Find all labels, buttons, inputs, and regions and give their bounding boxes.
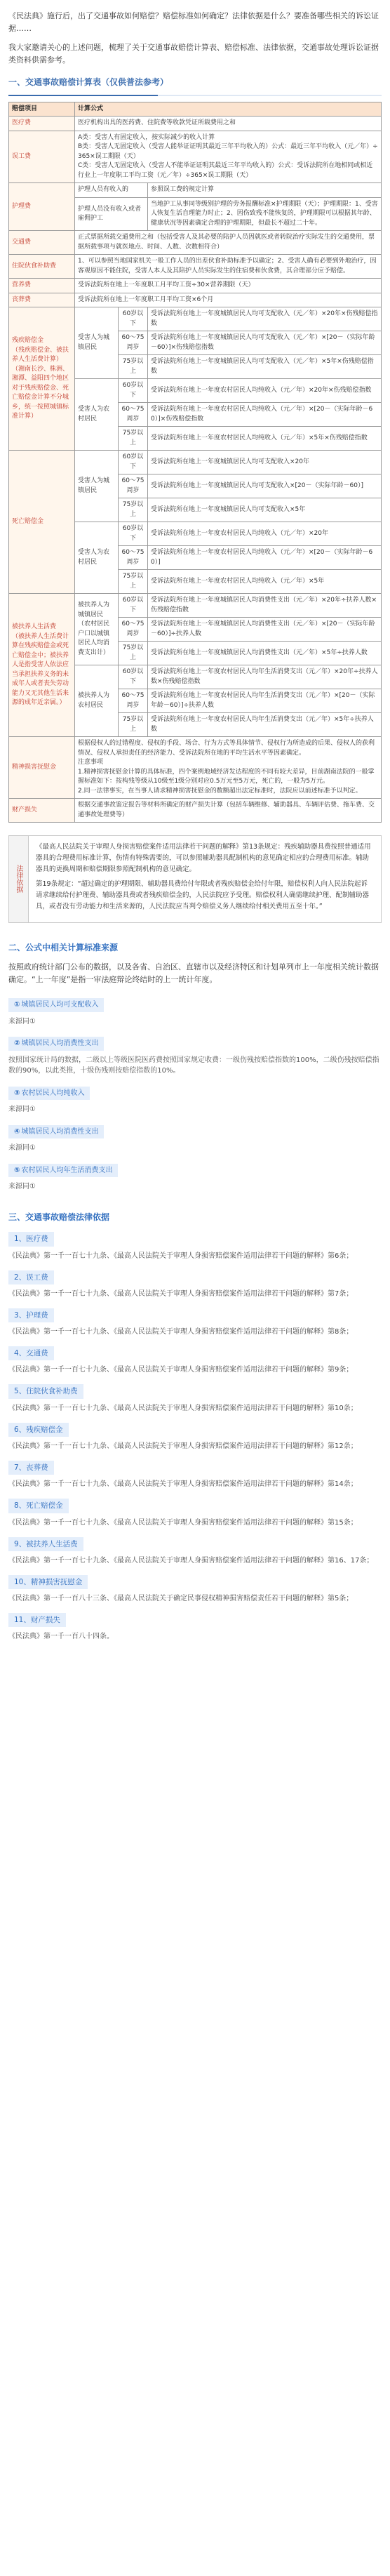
law-item [8,1613,382,1642]
table-row [9,307,382,331]
age-bracket: 75岁以上 [119,498,148,522]
table-cell-sub: 护理人员有收入的 [75,183,148,198]
table-row [9,117,382,131]
table-cell-formula: 医疗机构出具的医药费、住院费等收款凭证所载费用之和 [75,117,382,131]
law-item [8,1423,382,1452]
table-cell-item: 住院伙食补助费 [9,255,75,279]
table-cell-item: 丧葬费 [9,293,75,307]
law-item [8,1308,382,1338]
law-body: 《民法典》第一千一百七十九条、《最高人民法院关于审理人身损害赔偿案件适用法律若干问题的解释》第15条； [8,1518,358,1527]
table-cell-item: 交通费 [9,231,75,255]
source-text: 农村居民人均纯收入 [21,1089,85,1097]
age-bracket: 60岁以下 [119,307,148,331]
table-cell-formula: 受诉法院所在地上一年度城镇居民人均可支配收入（元／年）×5年×伤残赔偿指数 [148,355,382,379]
table-header: 赔偿项目 [9,102,75,117]
legal-basis-box [8,835,382,922]
age-bracket: 75岁以上 [119,642,148,665]
table-cell-formula: 受诉法院所在地上一年度城镇居民人均可支配收入×5年 [148,498,382,522]
source-text: 城镇居民人均可支配收入 [21,1001,99,1009]
residence-label: 受害人为城镇居民 [75,307,119,379]
law-item [8,1499,382,1528]
law-title: 10、精神损害抚慰金 [8,1575,88,1589]
source-label [8,1037,104,1051]
source-text: 农村居民人均年生活消费支出 [21,1166,113,1174]
law-item [8,1575,382,1605]
table-cell-formula: 受诉法院所在地上一年度农村居民人均纯收入（元／年）×5年 [148,570,382,594]
law-body: 《民法典》第一千一百八十四条。 [8,1633,114,1641]
table-row [9,131,382,183]
section-paragraph: 按照政府统计部门公布的数据，以及各省、自治区、直辖市以及经济特区和计划单列市上一年度相关统计数据确定。“上一年度”是指一审法庭辩论终结时的上一统计年度。 [8,962,379,984]
age-bracket: 60～75周岁 [119,618,148,642]
table-row [9,799,382,823]
law-body: 《民法典》第一千一百七十九条、《最高人民法院关于审理人身损害赔偿案件适用法律若干问题的解释》第6条； [8,1252,354,1260]
law-body: 《民法典》第一千一百七十九条、《最高人民法院关于审理人身损害赔偿案件适用法律若干问题的解释》第8条； [8,1328,354,1336]
age-bracket: 60～75周岁 [119,403,148,427]
table-cell-formula: 受诉法院所在地上一年度城镇居民人均消费性支出（元／年）×20年÷扶养人数×伤残赔偿指数 [148,594,382,618]
legal-basis-paragraph: 《最高人民法院关于审理人身损害赔偿案件适用法律若干问题的解释》第13条规定：残疾辅助器具费按照普通适用器具的合理费用标准计算，伤情有特殊需要的，可以参照辅助器具配制机构的意见确定相应的合理费用标准。辅助器具的更换周期和赔偿期限参照配制机构的意见确定。 [36,843,371,873]
source-note: 来源同① [8,1183,36,1191]
source-label [8,1087,90,1101]
law-title: 1、医疗费 [8,1232,54,1246]
compensation-table [8,102,382,823]
law-body: 《民法典》第一千一百七十九条、《最高人民法院关于审理人身损害赔偿案件适用法律若干问题的解释》第9条； [8,1366,354,1374]
age-bracket: 75岁以上 [119,355,148,379]
source-number: ① [14,1001,20,1009]
table-cell-sub: 护理人员没有收入或者雇佣护工 [75,197,148,231]
table-cell-formula [75,131,382,183]
law-body: 《民法典》第一千一百七十九条、《最高人民法院关于审理人身损害赔偿案件适用法律若干问题的解释》第14条； [8,1480,358,1489]
item-label: 死亡赔偿金 [12,518,44,526]
table-row [9,594,382,618]
source-number: ② [14,1040,20,1048]
law-title: 7、丧葬费 [8,1461,54,1475]
source-number: ④ [14,1127,20,1136]
age-bracket: 60岁以下 [119,451,148,474]
law-body: 《民法典》第一千一百七十九条、《最高人民法院关于审理人身损害赔偿案件适用法律若干问题的解释》第10条； [8,1404,358,1412]
formula-line: A类：受害人有固定收入，按实际减少的收入计算 [78,133,215,141]
formula-line: 1.精神损害抚慰金计算的具体标准，四个案例地域经济发达程度的不同有较大差异，目前湖南法院的一般掌握标准如下：按构残等级从10级至1级分别对应0.5万元至5万元，死亡的，一般为5万元。 [78,768,375,785]
table-row [9,279,382,293]
table-row [9,183,382,198]
age-bracket: 60～75周岁 [119,546,148,570]
source-note: 来源同① [8,1106,36,1114]
table-cell-formula: 受诉法院所在地上一年度城镇居民人均可支配收入×20年 [148,451,382,474]
table-cell-item: 精神损害抚慰金 [9,737,75,799]
table-row [9,737,382,799]
source-item [8,991,382,1027]
source-label [8,998,104,1012]
legal-basis-paragraph: 第19条规定：“超过确定的护理期限、辅助器具费给付年限或者残疾赔偿金给付年限，赔偿权利人向人民法院起诉请求继续给付护理费、辅助器具费或者残疾赔偿金的，人民法院应予受理。赔偿权利人确需继续护理、配制辅助器具，或者没有劳动能力和生活来源的，人民法院应当判令赔偿义务人继续给付相关费用五至十年。” [36,880,370,910]
law-body: 《民法典》第一千一百七十九条、《最高人民法院关于审理人身损害赔偿案件适用法律若干问题的解释》第7条； [8,1289,354,1298]
section-title: 一、交通事故赔偿计算表（仅供普法参考） [8,77,169,88]
age-bracket: 75岁以上 [119,713,148,737]
table-cell-item: 医疗费 [9,117,75,131]
table-cell-formula: 根据交通事故鉴定报告等材料所确定的财产损失计算（包括车辆维修、辅助器具、车辆评估费、拖车费、交通事故处理费等） [75,799,382,823]
source-item [8,1157,382,1193]
table-cell-item: 营养费 [9,279,75,293]
section-divider [8,95,382,96]
formula-line: B类：受害人无固定收入（受害人能举证证明其最近三年平均收入的）公式：最近三年平均收入（元／年）÷365×误工期限（天） [78,143,378,160]
source-note: 来源同① [8,1017,36,1025]
table-cell-formula: 受诉法院所在地上一年度城镇居民人均消费性支出（元／年）×[20－（实际年龄－60）]÷扶养人数 [148,618,382,642]
table-cell-formula: 受诉法院所在地上一年度农村居民人均年生活消费支出（元／年）×[20－（实际年龄－60）]÷扶养人数 [148,689,382,713]
residence-label: 受害人为城镇居民 [75,451,119,522]
source-item [8,1118,382,1154]
law-title: 6、残疾赔偿金 [8,1423,69,1437]
law-item [8,1384,382,1414]
residence-label: 受害人为农村居民 [75,379,119,451]
source-text: 城镇居民人均消费性支出 [21,1127,99,1136]
source-label [8,1125,104,1139]
table-row [9,255,382,279]
intro-paragraph: 《民法典》施行后，出了交通事故如何赔偿？赔偿标准如何确定？法律依据是什么？要准备哪些相关的诉讼证据…… [8,11,379,33]
law-title: 5、住院伙食补助费 [8,1384,83,1398]
table-cell-formula: 受诉法院所在地上一年度职工月平均工资÷30×营养期限（天） [75,279,382,293]
source-number: ③ [14,1089,20,1097]
table-cell-item [9,594,75,737]
law-title: 9、被扶养人生活费 [8,1537,83,1551]
age-bracket: 60～75周岁 [119,689,148,713]
source-item [8,1080,382,1115]
law-body: 《民法典》第一千一百七十九条、《最高人民法院关于审理人身损害赔偿案件适用法律若干问题的解释》第16、17条； [8,1556,374,1565]
table-row [9,293,382,307]
age-bracket: 60～75周岁 [119,474,148,498]
residence-label: 被扶养人为城镇居民（农村居民户口以城镇居民人均消费支出计） [75,594,119,665]
law-list [8,1232,382,1642]
table-cell-formula: 当地护工从事同等级别护理的劳务报酬标准×护理期限（天）；护理期限：1、受害人恢复生活自理能力时止；2、因伤致残不能恢复的，护理期限可以根据其年龄、健康状况等因素确定合理的护理期限，但最长不超过二十年。 [148,197,382,231]
age-bracket: 60岁以下 [119,522,148,546]
law-title: 11、财产损失 [8,1613,66,1627]
age-bracket: 60岁以下 [119,379,148,403]
source-number: ⑤ [14,1166,20,1174]
table-cell-item: 误工费 [9,131,75,183]
residence-label: 被扶养人为农村居民 [75,665,119,737]
law-item [8,1346,382,1376]
table-cell-formula: 受诉法院所在地上一年度城镇居民人均可支配收入（元／年）×[20－（实际年龄－60）]×伤残赔偿指数 [148,331,382,355]
law-title: 8、死亡赔偿金 [8,1499,69,1513]
table-cell-formula: 受诉法院所在地上一年度城镇居民人均可支配收入×[20－（实际年龄－60）] [148,474,382,498]
table-cell-item: 护理费 [9,183,75,231]
intro [8,10,382,66]
law-item [8,1232,382,1261]
age-bracket: 75岁以上 [119,427,148,451]
item-note: （残疾赔偿金、被扶养人生活费计算） [12,346,69,364]
table-cell-item [9,307,75,451]
source-label [8,1164,118,1178]
item-label: 残疾赔偿金 [12,337,44,345]
law-body: 《民法典》第一千一百八十三条、《最高人民法院关于确定民事侵权精神损害赔偿责任若干问题的解释》第5条； [8,1595,354,1603]
section-title: 二、公式中相关计算标准来源 [8,942,119,952]
item-note: （湘南长沙、株洲、湘潭、益阳四个地区对于残疾赔偿金、死亡赔偿金计算不分城乡，统一按照城镇标准计算） [12,365,69,420]
table-row [9,231,382,255]
table-cell-formula: 受诉法院所在地上一年度农村居民人均纯收入（元／年）×[20－（实际年龄－60）]×伤残赔偿指数 [148,403,382,427]
table-cell-formula: 受诉法院所在地上一年度农村居民人均纯收入（元／年）×20年×伤残赔偿指数 [148,379,382,403]
source-text: 城镇居民人均消费性支出 [21,1040,99,1048]
table-cell-item: 财产损失 [9,799,75,823]
table-cell-formula: 受诉法院所在地上一年度职工月平均工资×6个月 [75,293,382,307]
table-cell-formula: 受诉法院所在地上一年度农村居民人均年生活消费支出（元／年）×20年÷扶养人数×伤残赔偿指数 [148,665,382,689]
law-title: 3、护理费 [8,1308,54,1322]
section-title: 三、交通事故赔偿法律依据 [8,1211,110,1222]
table-header: 计算公式 [75,102,382,117]
law-item [8,1461,382,1490]
table-cell-formula: 受诉法院所在地上一年度农村居民人均纯收入（元／年）×20年 [148,522,382,546]
law-item [8,1270,382,1300]
source-note: 来源同① [8,1144,36,1153]
source-note: 按照国家统计局的数据，二级以上等级医院医药费按照国家规定收费：一级伤残按赔偿指数的100%，二级伤残按赔偿指数的90%，以此类推，十级伤残则按赔偿指数的10%。 [8,1056,379,1075]
law-item [8,1537,382,1567]
table-cell-formula: 1、可以参照当地国家机关一般工作人员的出差伙食补助标准予以确定；2、受害人确有必要到外地治疗，因客观原因不能住院，受害人本人及其陪护人员实际发生的住宿费和伙食费，其合理部分应予赔偿。 [75,255,382,279]
table-cell-formula: 受诉法院所在地上一年度农村居民人均年生活消费支出（元／年）×5年÷扶养人数 [148,713,382,737]
intro-paragraph: 我大家邀请关心的上述问题，梳理了关于交通事故赔偿计算表、赔偿标准、法律依据，交通事故处理诉讼证据类资料供需参考。 [8,43,379,65]
formula-line: 2.同一法律事实，在当事人请求精神损害抚慰金的数额超出法定标准时，法院应以前述标准予以判定。 [78,787,362,795]
table-cell-item [9,451,75,594]
source-item [8,1030,382,1077]
age-bracket: 60岁以下 [119,594,148,618]
table-cell-formula: 参照误工费的规定计算 [148,183,382,198]
table-cell-formula: 受诉法院所在地上一年度城镇居民人均可支配收入（元／年）×20年×伤残赔偿指数 [148,307,382,331]
source-list [8,991,382,1193]
residence-label: 受害人为农村居民 [75,522,119,594]
formula-line: 根据侵权人的过错程度、侵权的手段、场合、行为方式等具体情节、侵权行为所造成的后果、侵权人的获利情况、侵权人承担责任的经济能力、受诉法院所在地的平均生活水平等因素确定。 [78,740,375,757]
legal-basis-label: 法律依据 [9,836,29,922]
formula-line: 注意事项 [78,759,104,766]
item-note: （被扶养人生活费计算在残疾赔偿金或死亡赔偿金中；被扶养人是指受害人依法应当承担扶养义务的未成年人或者丧失劳动能力又无其他生活来源的成年近亲属。） [12,632,69,707]
table-cell-formula [75,737,382,799]
table-cell-formula: 受诉法院所在地上一年度城镇居民人均消费性支出（元／年）×5年÷扶养人数 [148,642,382,665]
table-cell-formula: 受诉法院所在地上一年度农村居民人均纯收入（元／年）×[20－（实际年龄－60）] [148,546,382,570]
law-title: 4、交通费 [8,1346,54,1360]
table-cell-formula: 正式票据所载交通费用之和（包括受害人及其必要的陪护人员因就医或者转院治疗实际发生的交通费用，票据所载事项与就医地点、时间、人数、次数相符合） [75,231,382,255]
law-title: 2、误工费 [8,1270,54,1284]
table-cell-formula: 受诉法院所在地上一年度农村居民人均纯收入（元／年）×5年×伤残赔偿指数 [148,427,382,451]
age-bracket: 60～75周岁 [119,331,148,355]
item-label: 被扶养人生活费 [12,623,57,631]
formula-line: C类：受害人无固定收入（受害人不能举证证明其最近三年平均收入的）公式：受诉法院所在地相同或相近行业上一年度职工平均工资（元／年）÷365×误工期限（天） [78,162,373,179]
age-bracket: 60岁以下 [119,665,148,689]
age-bracket: 75岁以上 [119,570,148,594]
law-body: 《民法典》第一千一百七十九条、《最高人民法院关于审理人身损害赔偿案件适用法律若干问题的解释》第12条； [8,1442,358,1450]
table-row [9,451,382,474]
